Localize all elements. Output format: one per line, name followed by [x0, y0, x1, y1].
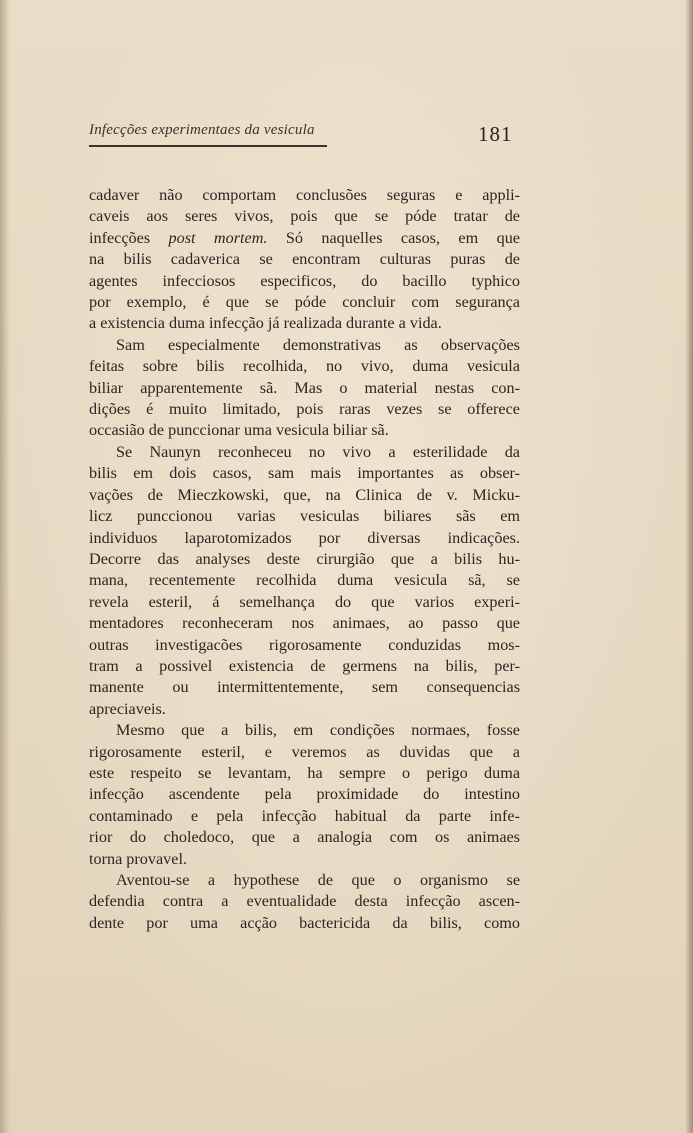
text-line: por exemplo, é que se póde concluir com segurança	[89, 293, 520, 312]
text-line: Mesmo que a bilis, em condições normaes, fosse	[116, 721, 520, 740]
text-line: manente ou intermittentemente, sem consequencias	[89, 678, 520, 697]
text-line: occasião de punccionar uma vesicula biliar sã.	[89, 421, 389, 440]
italic-phrase: post mortem.	[168, 228, 268, 247]
text-line: defendia contra a eventualidade desta infecção ascen-	[89, 892, 520, 911]
text-line: revela esteril, á semelhança do que varios experi-	[89, 592, 520, 611]
text-line: dente por uma acção bactericida da bilis, como	[89, 913, 520, 932]
text-line: bilis em dois casos, sam mais importantes as obser-	[89, 464, 520, 483]
text-line: rior do choledoco, que a analogia com os animaes	[89, 828, 520, 847]
page-edge-shadow-right	[685, 0, 693, 1133]
text-line: dições é muito limitado, pois raras vezes se offerece	[89, 400, 520, 419]
text-line: este respeito se levantam, ha sempre o perigo duma	[89, 763, 520, 782]
text-run: infecções	[89, 228, 169, 247]
text-line: mentadores reconheceram nos animaes, ao passo que	[89, 614, 520, 633]
text-line: torna provavel.	[89, 849, 187, 868]
text-line: infecção ascendente pela proximidade do intestino	[89, 785, 520, 804]
text-line: caveis aos seres vivos, pois que se póde tratar de	[89, 207, 520, 226]
text-line: outras investigacões rigorosamente conduzidas mos-	[89, 635, 520, 654]
running-title: Infecções experimentaes da vesicula	[89, 122, 315, 138]
text-line: rigorosamente esteril, e veremos as duvidas que a	[89, 742, 520, 761]
page-edge-shadow-left	[0, 0, 10, 1133]
text-line: contaminado e pela infecção habitual da parte infe-	[89, 806, 520, 825]
running-header	[89, 120, 329, 146]
text-line: Sam especialmente demonstrativas as observações	[116, 335, 520, 354]
text-line: feitas sobre bilis recolhida, no vivo, duma vesicula	[89, 357, 520, 376]
text-line: vações de Mieczkowski, que, na Clinica de v. Micku-	[89, 485, 520, 504]
header-rule	[89, 145, 327, 147]
text-line: individuos laparotomizados por diversas indicações.	[89, 528, 520, 547]
text-line: apreciaveis.	[89, 699, 166, 718]
text-line: agentes infecciosos especificos, do bacillo typhico	[89, 271, 520, 290]
text-line: licz punccionou varias vesiculas biliares sãs em	[89, 507, 520, 526]
text-line: tram a possivel existencia de germens na bilis, per-	[89, 656, 520, 675]
text-line: Se Naunyn reconheceu no vivo a esterilidade da	[116, 442, 520, 461]
page-number: 181	[478, 122, 513, 146]
text-line: biliar apparentemente sã. Mas o material nestas con-	[89, 378, 520, 397]
text-line: a existencia duma infecção já realizada durante a vida.	[89, 314, 442, 333]
text-line: mana, recentemente recolhida duma vesicula sã, se	[89, 571, 520, 590]
text-line: Aventou-se a hypothese de que o organismo se	[116, 871, 520, 889]
body-text	[89, 185, 520, 934]
text-line	[89, 228, 520, 249]
text-line: Decorre das analyses deste cirurgião que a bilis hu-	[89, 549, 520, 568]
text-line: na bilis cadaverica se encontram culturas puras de	[89, 250, 520, 269]
text-line: cadaver não comportam conclusões seguras e appli-	[89, 186, 520, 204]
text-run: Só naquelles casos, em que	[267, 228, 520, 247]
